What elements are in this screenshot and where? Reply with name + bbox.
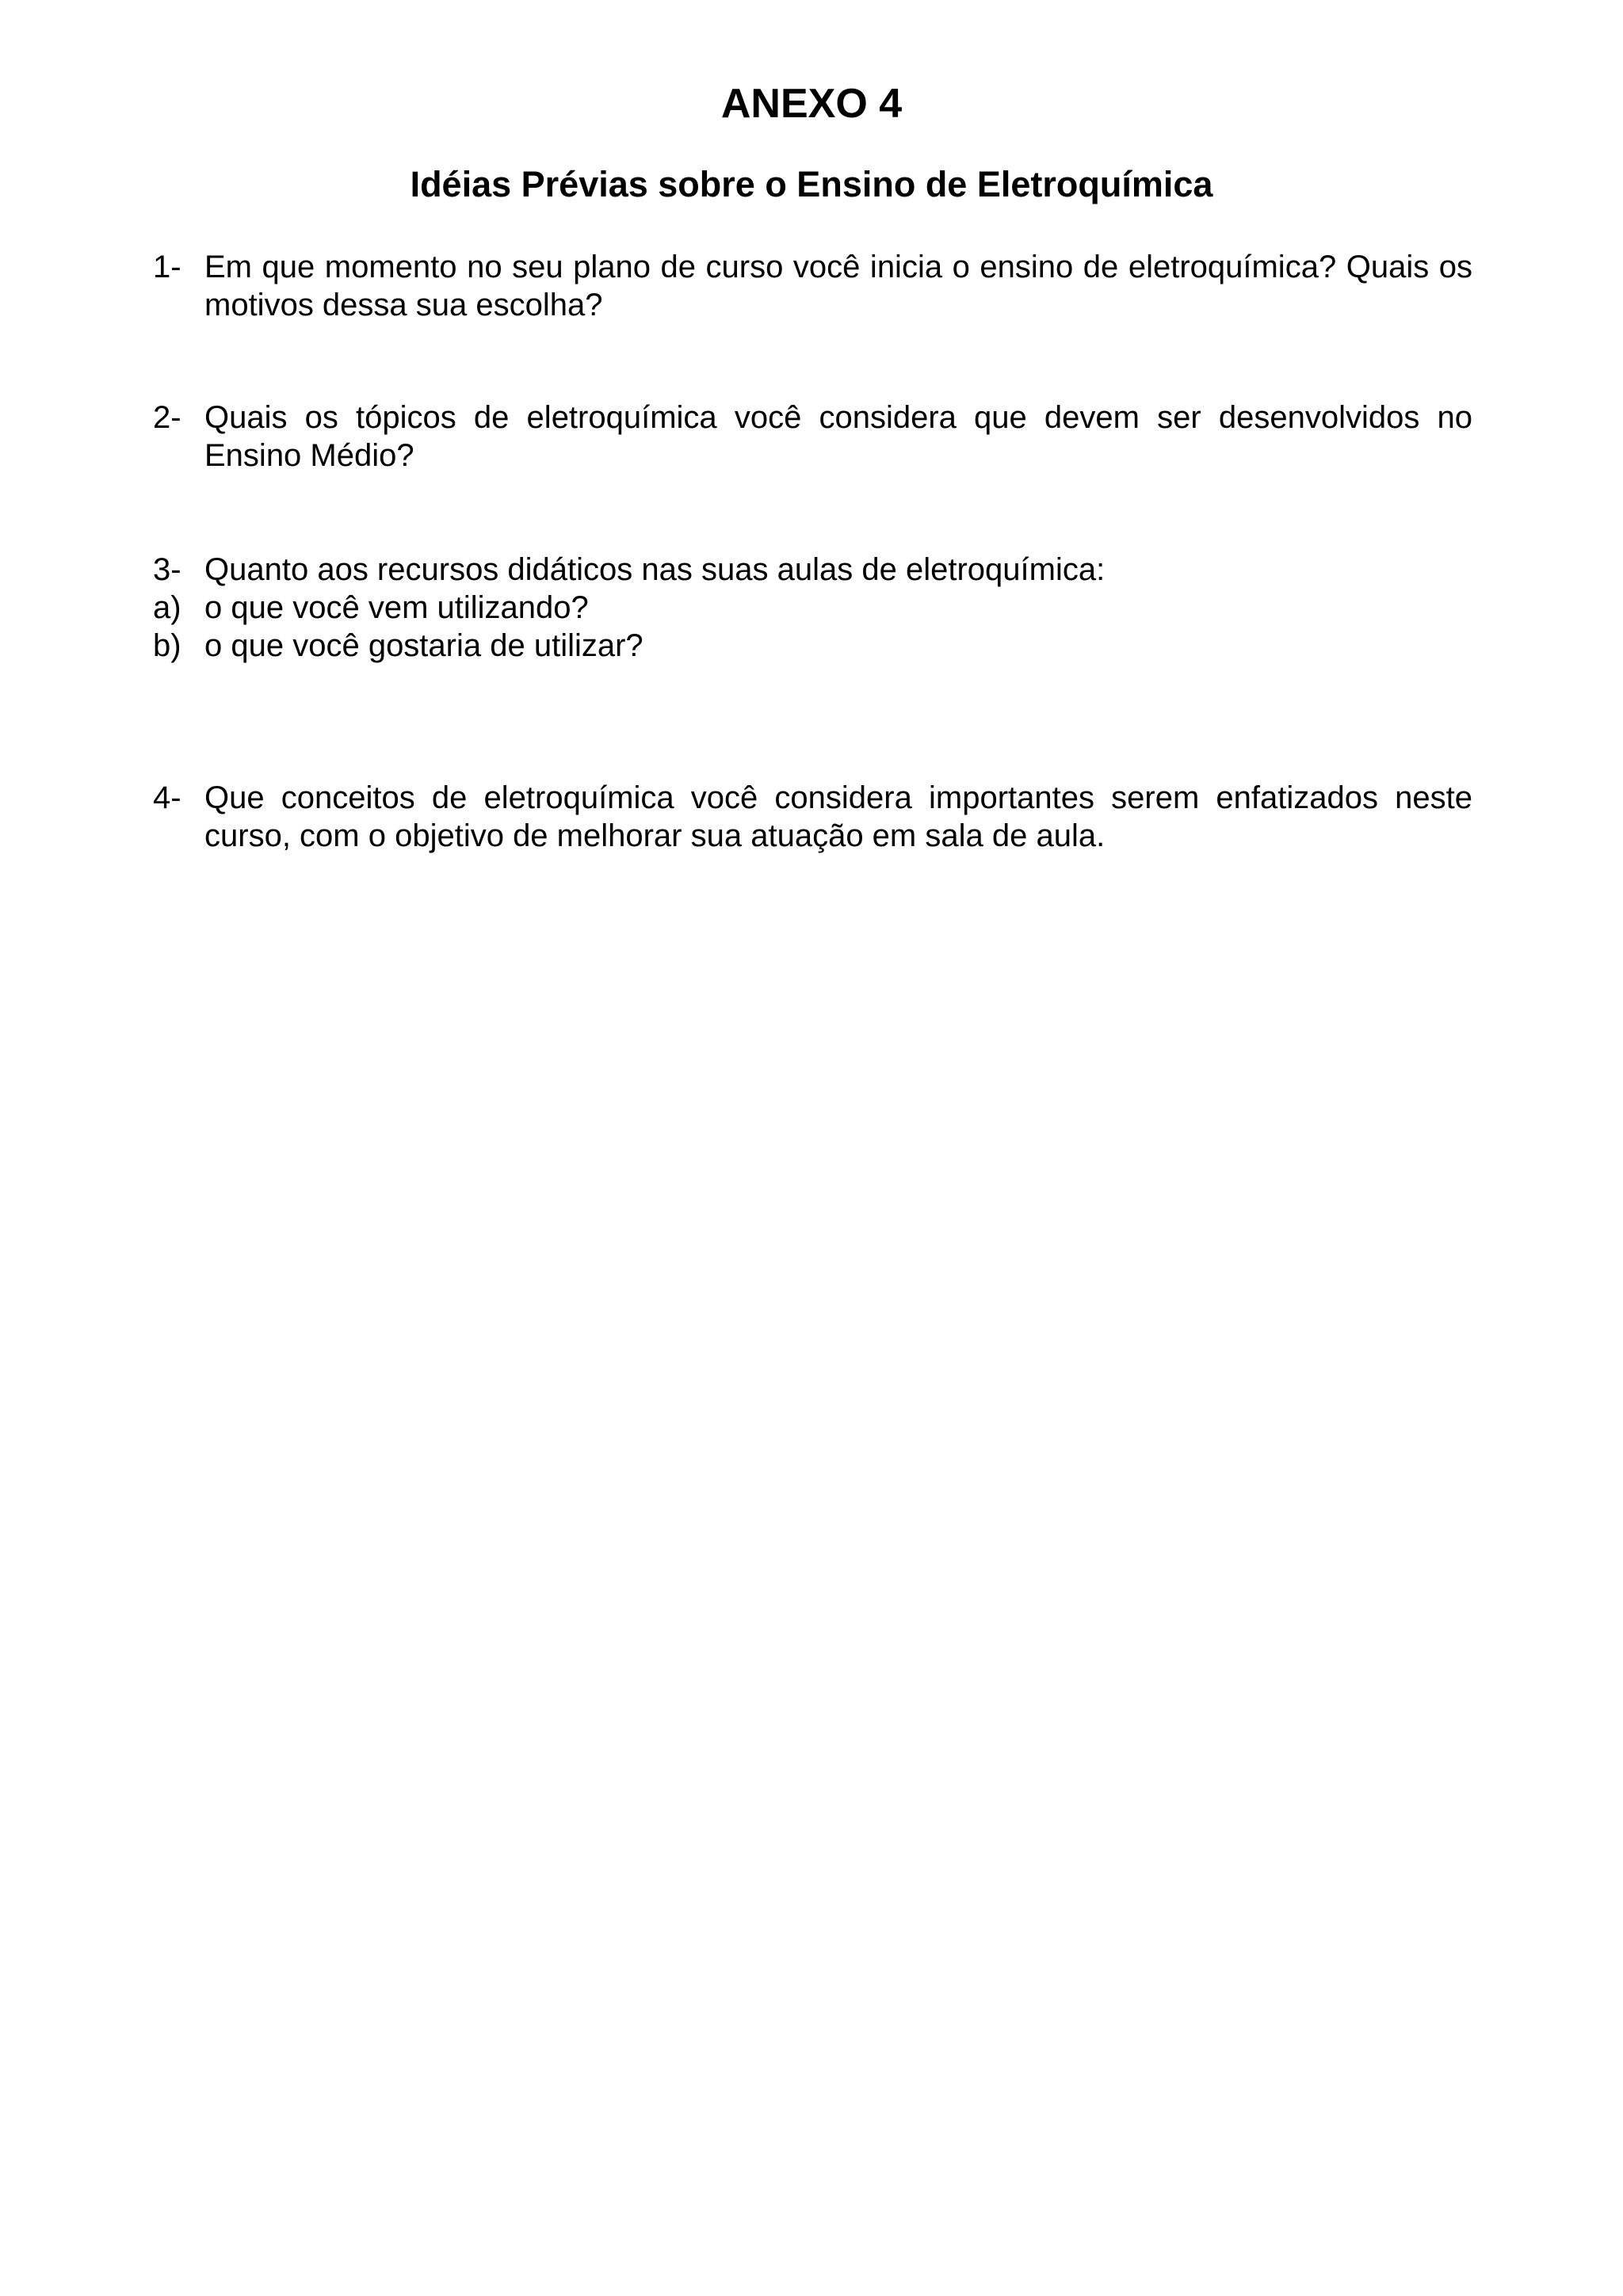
question-3-subitem-b: [153, 627, 1472, 665]
question-3-subitem-a: [153, 589, 1472, 627]
question-4-row: [153, 779, 1472, 855]
question-3-row: [153, 551, 1472, 589]
question-1: [153, 248, 1472, 324]
question-2-number: 2-: [153, 400, 181, 435]
question-4-text: Que conceitos de eletroquímica você considera importantes serem enfatizados neste curso, com o objetivo de melhorar sua atuação em sala de aula.: [204, 780, 1472, 853]
subitem-a-label: a): [153, 590, 181, 625]
question-1-row: [153, 248, 1472, 324]
question-3: [153, 551, 1472, 665]
page-subtitle: Idéias Prévias sobre o Ensino de Eletroquímica: [410, 164, 1213, 204]
question-4-number: 4-: [153, 780, 181, 815]
question-3-number: 3-: [153, 552, 181, 587]
page-title: ANEXO 4: [720, 81, 903, 127]
question-4: [153, 779, 1472, 855]
question-1-number: 1-: [153, 250, 181, 284]
question-3-text: Quanto aos recursos didáticos nas suas aulas de eletroquímica:: [204, 552, 1106, 587]
subitem-b-label: b): [153, 628, 181, 663]
question-2-row: [153, 399, 1472, 475]
question-2: [153, 399, 1472, 475]
subitem-b-text: o que você gostaria de utilizar?: [204, 628, 643, 663]
question-2-text: Quais os tópicos de eletroquímica você considera que devem ser desenvolvidos no Ensino Médio?: [204, 400, 1472, 473]
subitem-a-text: o que você vem utilizando?: [204, 590, 589, 625]
question-1-text: Em que momento no seu plano de curso você inicia o ensino de eletroquímica? Quais os motivos dessa sua escolha?: [204, 250, 1472, 322]
